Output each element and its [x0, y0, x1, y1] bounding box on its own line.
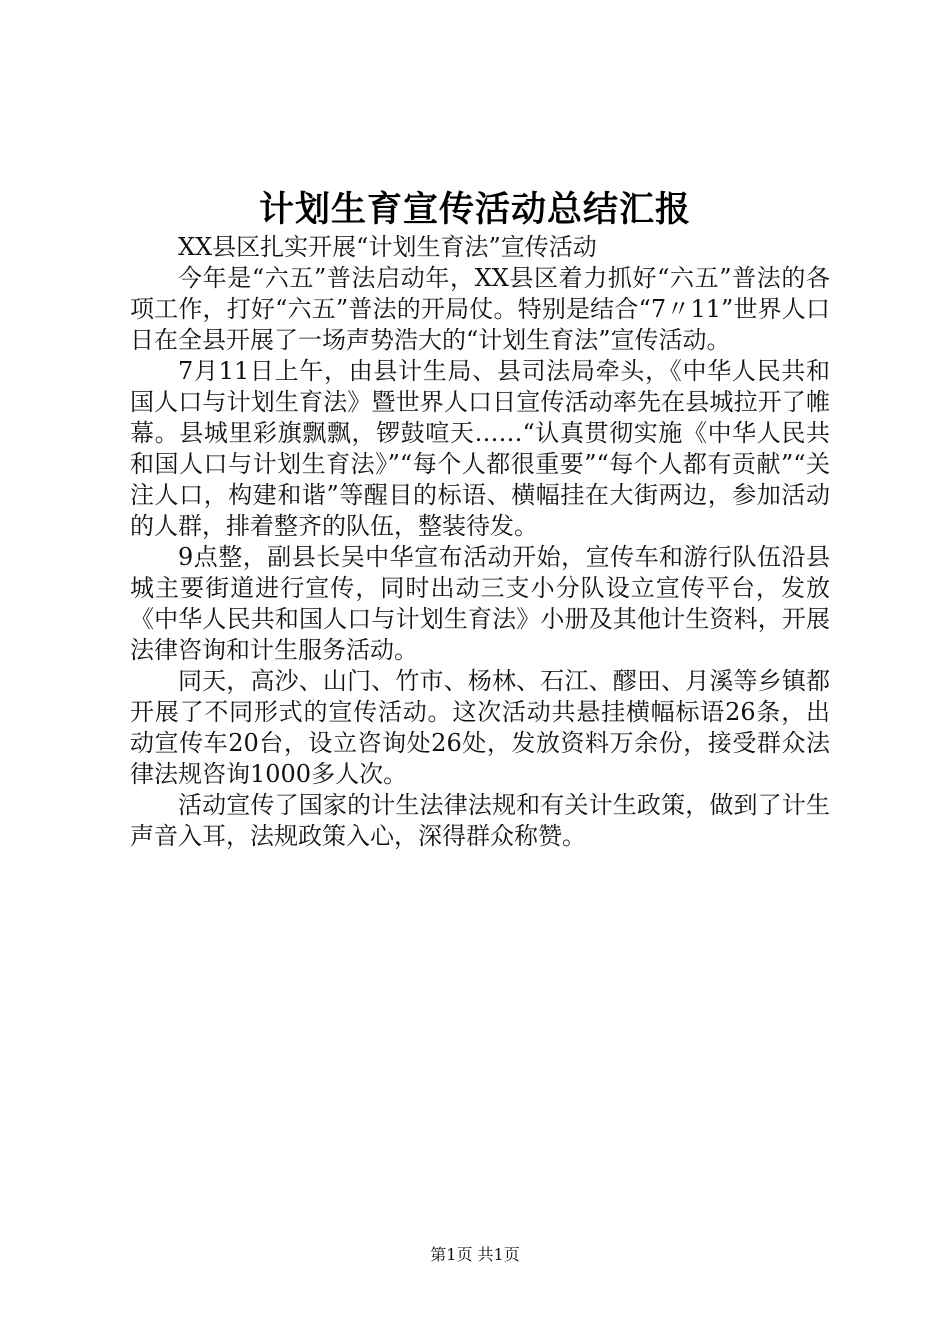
- document-title: 计划生育宣传活动总结汇报: [258, 189, 691, 230]
- paragraph-subtitle: XX县区扎实开展“计划生育法”宣传活动: [178, 233, 597, 261]
- paragraph-launch: 7月11日上午，由县计生局、县司法局牵头，《中华人民共和国人口与计划生育法》暨世界人口日宣传活动率先在县城拉开了帷幕。县城里彩旗飘飘，锣鼓喧天……“认真贯彻实施《中华人民共和国人口与计划生育法》”“每个人都很重要”“每个人都有贡献”“关注人口，构建和谐”等醒目的标语、横幅挂在大街两边，参加活动的人群，排着整齐的队伍，整装待发。: [130, 357, 830, 540]
- document-body: [130, 232, 830, 852]
- paragraph-conclusion: 活动宣传了国家的计生法律法规和有关计生政策，做到了计生声音入耳，法规政策入心，深得群众称赞。: [130, 791, 830, 850]
- paragraph-townships: 同天，高沙、山门、竹市、杨林、石江、醪田、月溪等乡镇都开展了不同形式的宣传活动。这次活动共悬挂横幅标语26条，出动宣传车20台，设立咨询处26处，发放资料万余份，接受群众法律法规咨询1000多人次。: [130, 667, 830, 788]
- paragraph-parade: 9点整，副县长吴中华宣布活动开始，宣传车和游行队伍沿县城主要街道进行宣传，同时出动三支小分队设立宣传平台，发放《中华人民共和国人口与计划生育法》小册及其他计生资料，开展法律咨询和计生服务活动。: [130, 543, 830, 664]
- paragraph-intro: 今年是“六五”普法启动年，XX县区着力抓好“六五”普法的各项工作，打好“六五”普法的开局仗。特别是结合“7〃11”世界人口日在全县开展了一场声势浩大的“计划生育法”宣传活动。: [130, 264, 830, 354]
- page-number-footer: 第1页 共1页: [430, 1245, 520, 1264]
